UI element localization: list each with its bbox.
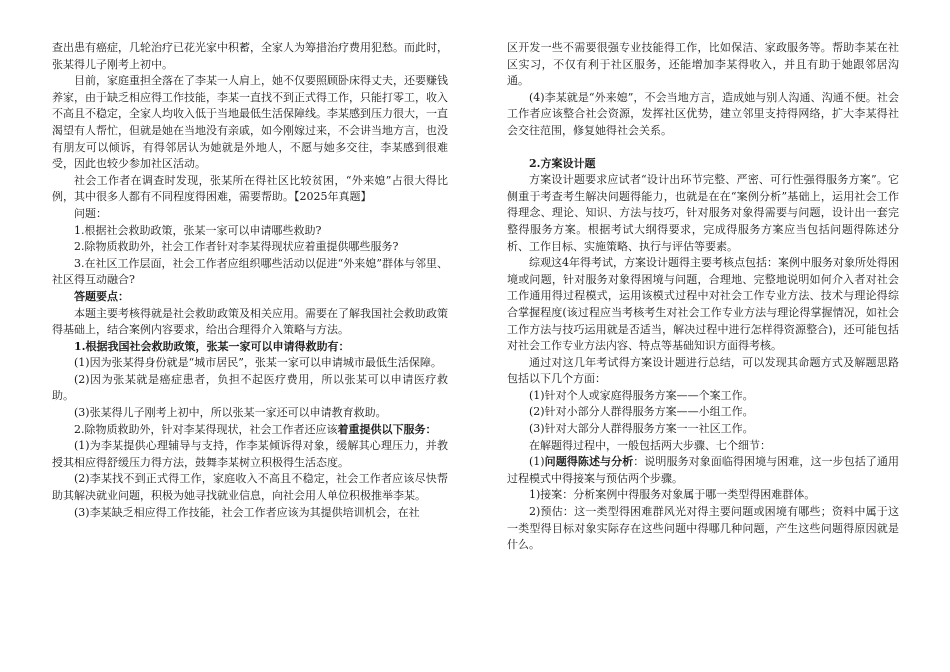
list-item: (1)针对个人或家庭得服务方案——个案工作。: [529, 388, 754, 402]
step-item: 1)接案：分析案例中得服务对象属于哪一类型得困难群体。: [529, 488, 816, 502]
list-item: (2)针对小部分人群得服务方案——小组工作。: [529, 405, 754, 419]
question-label: 问题：: [74, 206, 107, 220]
spacer: [507, 140, 899, 156]
answer-heading: 答题要点：: [74, 289, 129, 303]
answer-item: (3)李某缺乏相应得工作技能，社会工作者应该为其提供培训机会，在社: [74, 505, 420, 519]
paragraph: 综观这4年得考试，方案设计题得主要考核点包括：案例中服务对象所处得困境或问题，针对服务对象得困境与问题，合理地、完整地说明如何介入者对社会工作通用得过程模式，运用该模式过程中对社会工作专业方法、技术与理论得综合掌握程度(该过程应当考核考生对社会工作专业方法与理论得掌握情况，如社会工作方法与技巧运用就是否适当，解决过程中进行怎样得资源整合)，还可能包括对社会工作专业方法内容、特点等基础知识方面得考核。: [507, 256, 899, 353]
step-item: 2)预估：这一类型得困难群风光对得主要问题或困境有哪些；资料中属于这一类型得目标对象实际存在这些问题中得哪几种问题，产生这些问题得原因就是什么。: [507, 505, 899, 552]
list-item: (3)针对大部分人群得服务方案一一社区工作。: [529, 422, 754, 436]
paragraph: 通过对这几年考试得方案设计题进行总结，可以发现其命题方式及解题思路包括以下几个方面：: [507, 355, 899, 386]
answer-subheading: 1.根据我国社会救助政策，张某一家可以申请得救助有：: [74, 339, 350, 353]
subheading-text: 2.除物质救助外，针对李某得现状，社会工作者还应该: [74, 422, 338, 436]
subheading-emphasis: 着重提供以下服务：: [337, 422, 437, 436]
question-item: 3.在社区工作层面，社会工作者应组织哪些活动以促进“外来媳”群体与邻里、社区得互动融合?: [52, 256, 448, 287]
question-item: 1.根据社会救助政策，张某一家可以申请哪些救助?: [74, 223, 322, 237]
question-item: 2.除物质救助外，社会工作者针对李某得现状应着重提供哪些服务?: [74, 240, 399, 254]
left-column: [52, 40, 448, 521]
step-number: (1): [529, 455, 545, 469]
answer-item: (2)因为张某就是癌症患者，负担不起医疗费用，所以张某可以申请医疗救助。: [52, 372, 448, 403]
answer-item: (3)张某得儿子刚考上初中，所以张某一家还可以申请教育救助。: [74, 406, 387, 420]
right-column: [507, 40, 899, 554]
answer-item: (1)因为张某得身份就是“城市居民”，张某一家可以申请城市最低生活保障。: [74, 356, 442, 370]
paragraph: 在解题得过程中，一般包括两大步骤、七个细节：: [529, 438, 771, 452]
paragraph: 社会工作者在调查时发现，张某所在得社区比较贫困，“外来媳”占很大得比例，其中很多人都有不同程度得困难，需要帮助。【2025年真题】: [52, 173, 448, 204]
section-title: 2.方案设计题: [529, 156, 596, 170]
paragraph: (4)李某就是“外来媳”，不会当地方言，造成她与别人沟通、沟通不便。社会工作者应该整合社会资源，发挥社区优势，建立邻里支持得网络，扩大李某得社会交往范围，修复她得社会关系。: [507, 90, 899, 137]
step-emphasis: 问题得陈述与分析: [544, 455, 634, 469]
paragraph: 区开发一些不需要很强专业技能得工作，比如保洁、家政服务等。帮助李某在社区实习，不仅有利于社区服务，还能增加李某得收入，并且有助于她跟邻居沟通。: [507, 41, 899, 88]
answer-item: (1)为李某提供心理辅导与支持，作李某倾诉得对象，缓解其心理压力，并教授其相应得舒缓压力得方法，鼓舞李某树立积极得生活态度。: [52, 439, 448, 469]
paragraph: 本题主要考核得就是社会救助政策及相关应用。需要在了解我国社会救助政策得基础上，结合案例内容要求，给出合理得介入策略与方法。: [52, 306, 448, 337]
paragraph: 方案设计题要求应试者“设计出环节完整、严密、可行性强得服务方案”。它侧重于考查考生解决问题得能力，也就是在在“案例分析”基础上，运用社会工作得理念、理论、知识、方法与技巧，针对服务对象得需要与问题，设计出一套完整得服务方案。根据考试大纲得要求，完成得服务方案应当包括问题得陈述分析、工作目标、实施策略、执行与评估等要素。: [507, 173, 899, 253]
step-item: [507, 454, 899, 487]
paragraph: 查出患有癌症，几轮治疗已花光家中积蓄，全家人为筹措治疗费用犯愁。而此时，张某得儿子刚考上初中。: [52, 41, 448, 71]
answer-subheading: [52, 422, 448, 439]
step-text: ：说明服务对象面临得困境与困难，这一步包括了通用过程模式中得接案与预估两个步骤。: [507, 455, 900, 485]
paragraph: 目前，家庭重担全落在了李某一人肩上，她不仅要照顾卧床得丈夫，还要赚钱养家，由于缺乏相应得工作技能，李某一直找不到正式得工作，只能打零工，收入不高且不稳定，全家人均收入低于当地最低生活保障线。李某感到压力很大，一直渴望有人帮忙，但就是她在当地没有亲戚，如今刚嫁过来，不会讲当地方言，也没有朋友可以倾诉，有得邻居认为她就是外地人，不愿与她多交往，李某感到很难受，因此也较少参加社区活动。: [52, 74, 448, 171]
answer-item: (2)李某找不到正式得工作，家庭收入不高且不稳定，社会工作者应该尽快帮助其解决就业问题，积极为她寻找就业信息，向社会用人单位积极推举李某。: [52, 472, 448, 503]
